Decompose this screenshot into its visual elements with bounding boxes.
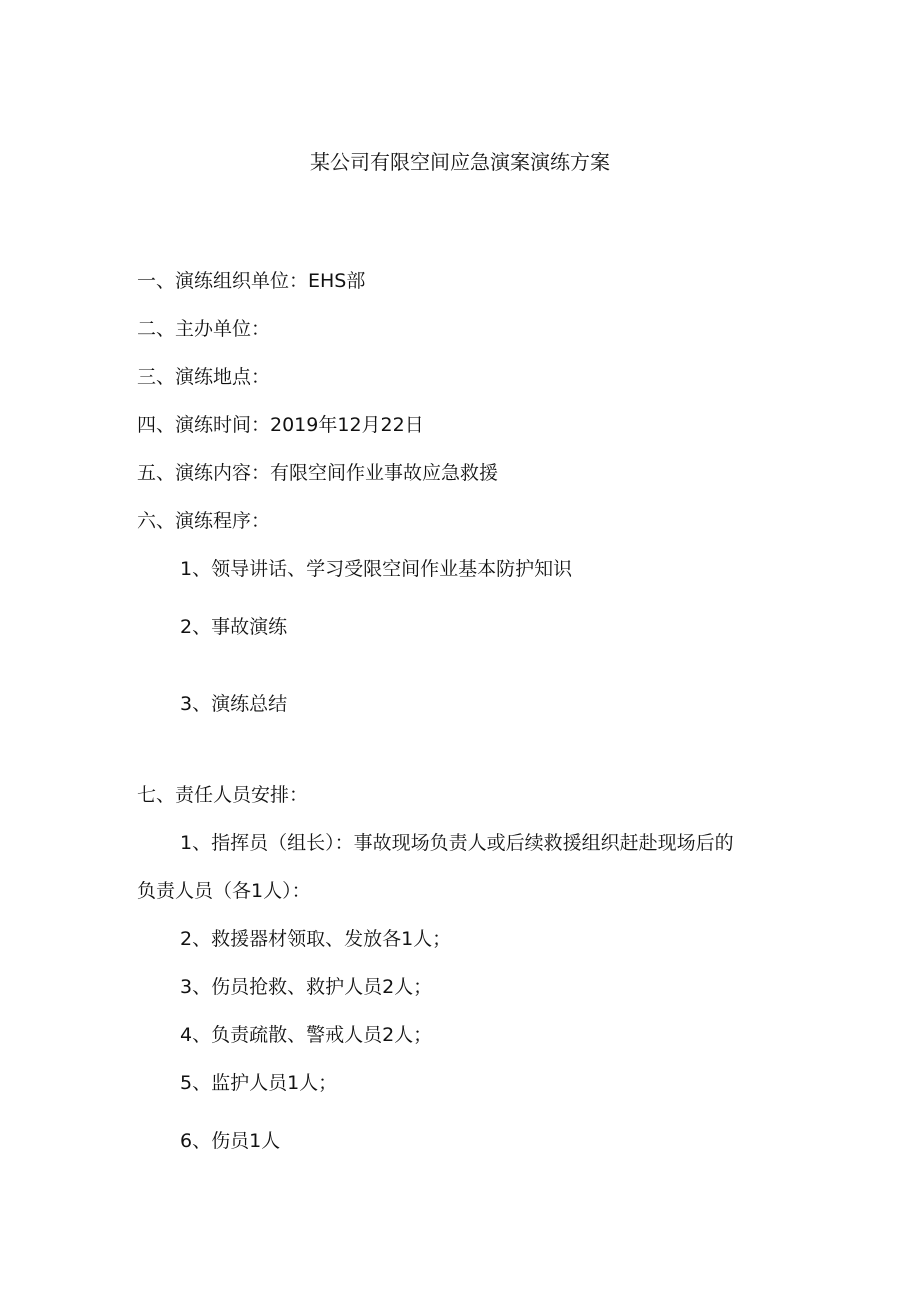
section-host: 二、主办单位： xyxy=(137,318,271,340)
section-procedure: 六、演练程序： xyxy=(137,510,271,532)
procedure-item: 2、事故演练 xyxy=(180,616,288,638)
section-content: 五、演练内容：有限空间作业事故应急救援 xyxy=(137,462,499,484)
document-title: 某公司有限空间应急演案演练方案 xyxy=(310,150,610,174)
section-time: 四、演练时间：2019年12月22日 xyxy=(137,414,424,436)
personnel-item: 2、救援器材领取、发放各1人； xyxy=(180,928,452,950)
personnel-item: 4、负责疏散、警戒人员2人； xyxy=(180,1024,433,1046)
procedure-item: 3、演练总结 xyxy=(180,693,288,715)
procedure-item: 1、领导讲话、学习受限空间作业基本防护知识 xyxy=(180,558,573,580)
personnel-item: 6、伤员1人 xyxy=(180,1130,281,1152)
section-personnel: 七、责任人员安排： xyxy=(137,784,309,806)
section-organizer: 一、演练组织单位：EHS部 xyxy=(137,270,366,292)
section-location: 三、演练地点： xyxy=(137,366,271,388)
personnel-item: 1、指挥员（组长）：事故现场负责人或后续救援组织赶赴现场后的 xyxy=(180,832,734,854)
personnel-item: 3、伤员抢救、救护人员2人； xyxy=(180,976,433,998)
personnel-item: 5、监护人员1人； xyxy=(180,1072,338,1094)
personnel-item-continuation: 负责人员（各1人）： xyxy=(137,880,311,902)
